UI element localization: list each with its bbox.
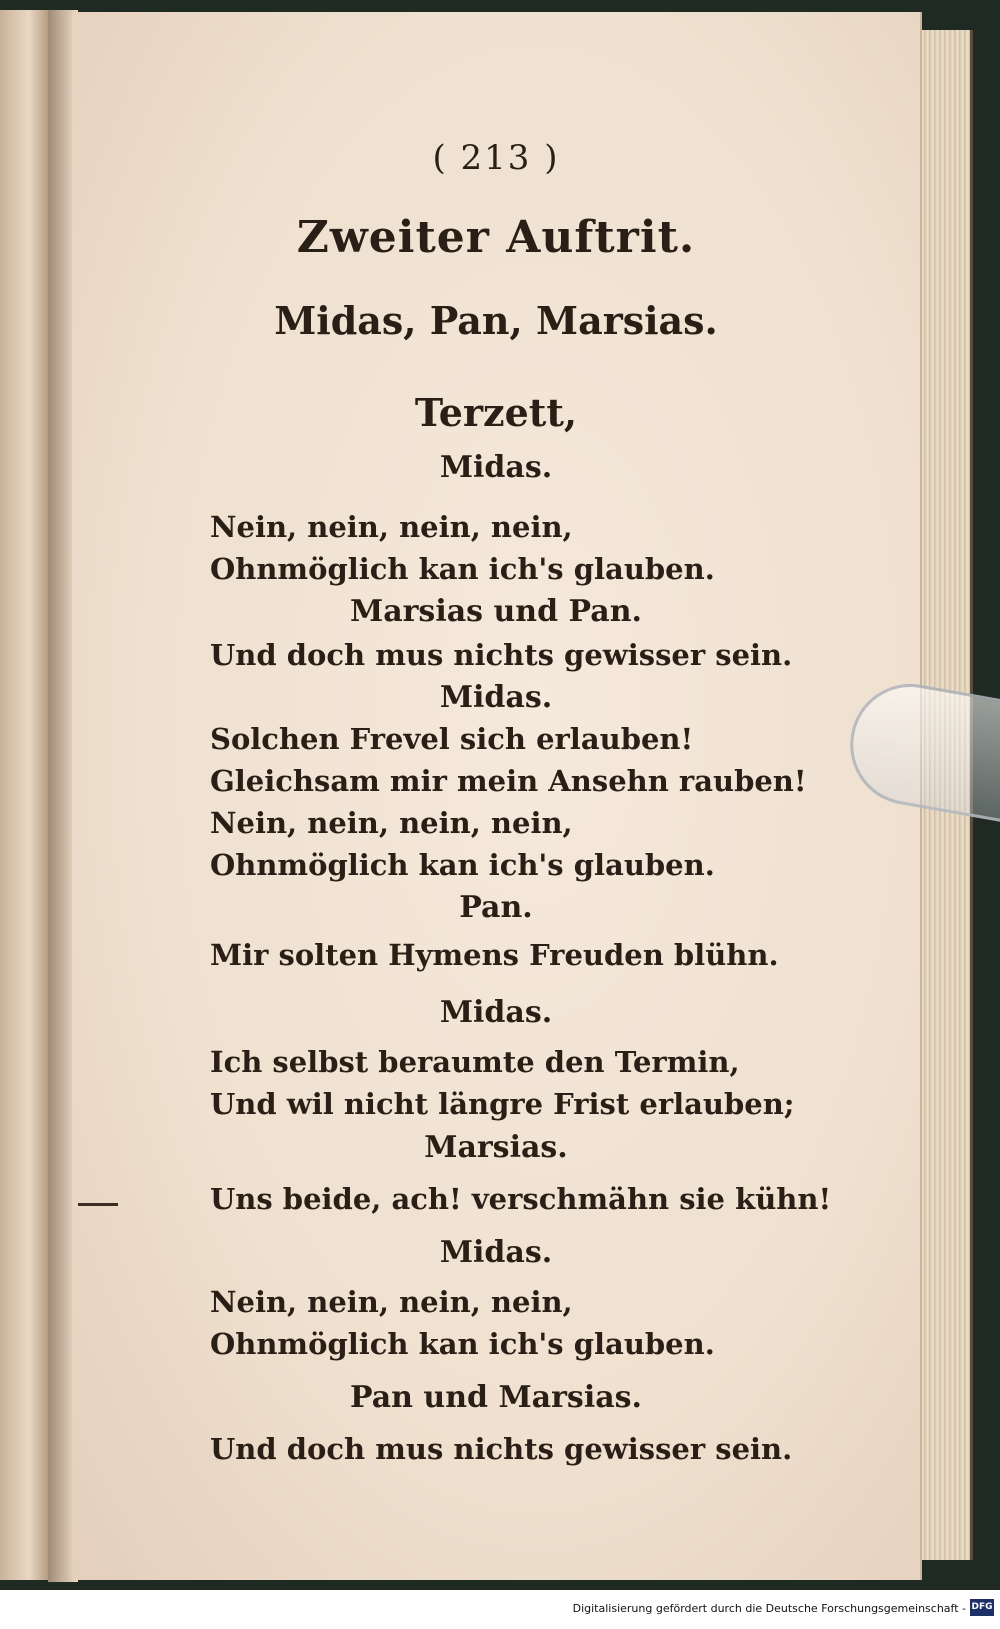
left-page-edge xyxy=(0,10,50,1580)
speaker-label: Midas. xyxy=(439,995,553,1030)
verse-line: Ohnmöglich kan ich's glauben. xyxy=(210,848,715,882)
verse-line: Nein, nein, nein, nein, xyxy=(210,510,573,544)
speaker-label: Midas. xyxy=(439,1235,553,1270)
speaker-label: Marsias. xyxy=(424,1130,568,1165)
verse-line: Uns beide, ach! verschmähn sie kühn! xyxy=(210,1182,832,1216)
speaker-label: Midas. xyxy=(439,680,553,715)
speaker-label: Pan. xyxy=(459,890,533,925)
dfg-logo-icon: DFG xyxy=(970,1599,994,1616)
number-title: Terzett, xyxy=(414,390,578,435)
speaker-label: Midas. xyxy=(439,450,553,485)
footer-credit: Digitalisierung gefördert durch die Deutsche Forschungsgemeinschaft - xyxy=(572,1602,966,1615)
speaker-label: Marsias und Pan. xyxy=(349,594,642,629)
verse-line: Gleichsam mir mein Ansehn rauben! xyxy=(210,764,807,798)
verse-line: Und doch mus nichts gewisser sein. xyxy=(210,638,793,672)
page-number: ( 213 ) xyxy=(432,138,560,178)
characters-heading: Midas, Pan, Marsias. xyxy=(274,298,718,343)
page-content xyxy=(72,0,920,1580)
verse-line: Nein, nein, nein, nein, xyxy=(210,1285,573,1319)
verse-line: Ohnmöglich kan ich's glauben. xyxy=(210,1327,715,1361)
scene-title: Zweiter Auftrit. xyxy=(296,212,696,263)
verse-line: Solchen Frevel sich erlauben! xyxy=(210,722,694,756)
verse-line: Und doch mus nichts gewisser sein. xyxy=(210,1432,793,1466)
verse-line: Ich selbst beraumte den Termin, xyxy=(210,1045,740,1079)
verse-line: Ohnmöglich kan ich's glauben. xyxy=(210,552,715,586)
margin-dash-mark xyxy=(78,1203,118,1206)
verse-line: Mir solten Hymens Freuden blühn. xyxy=(210,938,779,972)
verse-line: Nein, nein, nein, nein, xyxy=(210,806,573,840)
verse-line: Und wil nicht längre Frist erlauben; xyxy=(210,1087,795,1121)
digitization-footer xyxy=(0,1590,1000,1629)
speaker-label: Pan und Marsias. xyxy=(349,1380,642,1415)
